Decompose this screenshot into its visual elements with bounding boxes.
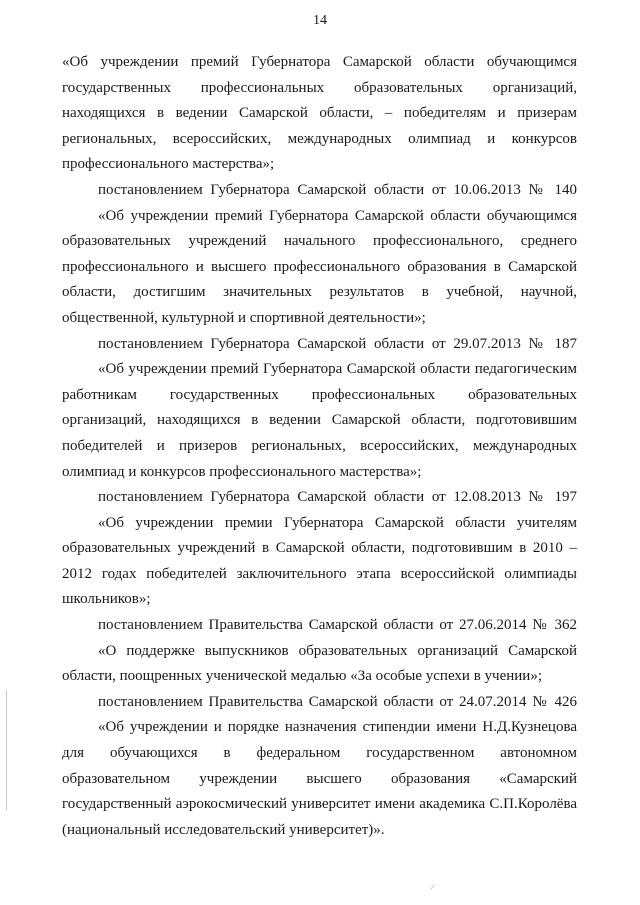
paragraph-1-text: «Об учреждении премий Губернатора Самарской области обучающимся государственных профессиональных образовательных организаций, находящихся в ведении Самарской области, – победителям и призерам региональных, всероссийских, международных олимпиад и конкурсов профессионального мастерства»; (62, 54, 577, 173)
paragraph-5 (62, 613, 577, 690)
paragraph-2-lead: постановлением Губернатора Самарской области от 10.06.2013 № 140 (98, 181, 577, 198)
paragraph-6 (62, 690, 577, 844)
paragraph-4-lead: постановлением Губернатора Самарской области от 12.08.2013 № 197 (98, 489, 577, 506)
paragraph-6-lead: постановлением Правительства Самарской области от 24.07.2014 № 426 (98, 693, 577, 710)
scan-mark-bottom (430, 884, 434, 889)
paragraph-4-text: «Об учреждении премии Губернатора Самарской области учителям образовательных учреждений в Самарской области, подготовившим в 2010 – 2012 годах победителей заключительного этапа всероссийской олимпиады школьников»; (62, 514, 577, 608)
paragraph-2 (62, 178, 577, 332)
page-number: 14 (313, 13, 327, 28)
paragraph-6-text: «Об учреждении и порядке назначения стипендии имени Н.Д.Кузнецова для обучающихся в федеральном государственном автономном образовательном учреждении высшего образования «Самарский государственный аэрокосмический университет имени академика С.П.Королёва (национальный исследовательский университет)». (62, 719, 577, 838)
paragraph-5-lead: постановлением Правительства Самарской области от 27.06.2014 № 362 (98, 617, 577, 634)
paragraph-2-text: «Об учреждении премий Губернатора Самарской области обучающимся образовательных учреждений начального профессионального, среднего профессионального и высшего профессионального образования в Самарской области, достигшим значительных результатов в учебной, научной, общественной, культурной и спортивной деятельности»; (62, 207, 577, 326)
scan-mark-left (6, 690, 7, 810)
paragraph-1 (62, 50, 577, 178)
paragraph-4 (62, 485, 577, 613)
paragraph-3 (62, 332, 577, 486)
document-body (62, 50, 577, 843)
paragraph-3-text: «Об учреждении премий Губернатора Самарской области педагогическим работникам государственных профессиональных образовательных организаций, находящихся в ведении Самарской области, подготовившим победителей и призеров региональных, всероссийских, международных олимпиад и конкурсов профессионального мастерства»; (62, 361, 577, 480)
paragraph-5-text: «О поддержке выпускников образовательных организаций Самарской области, поощренных ученической медалью «За особые успехи в учении»; (62, 642, 577, 685)
paragraph-3-lead: постановлением Губернатора Самарской области от 29.07.2013 № 187 (98, 335, 577, 352)
